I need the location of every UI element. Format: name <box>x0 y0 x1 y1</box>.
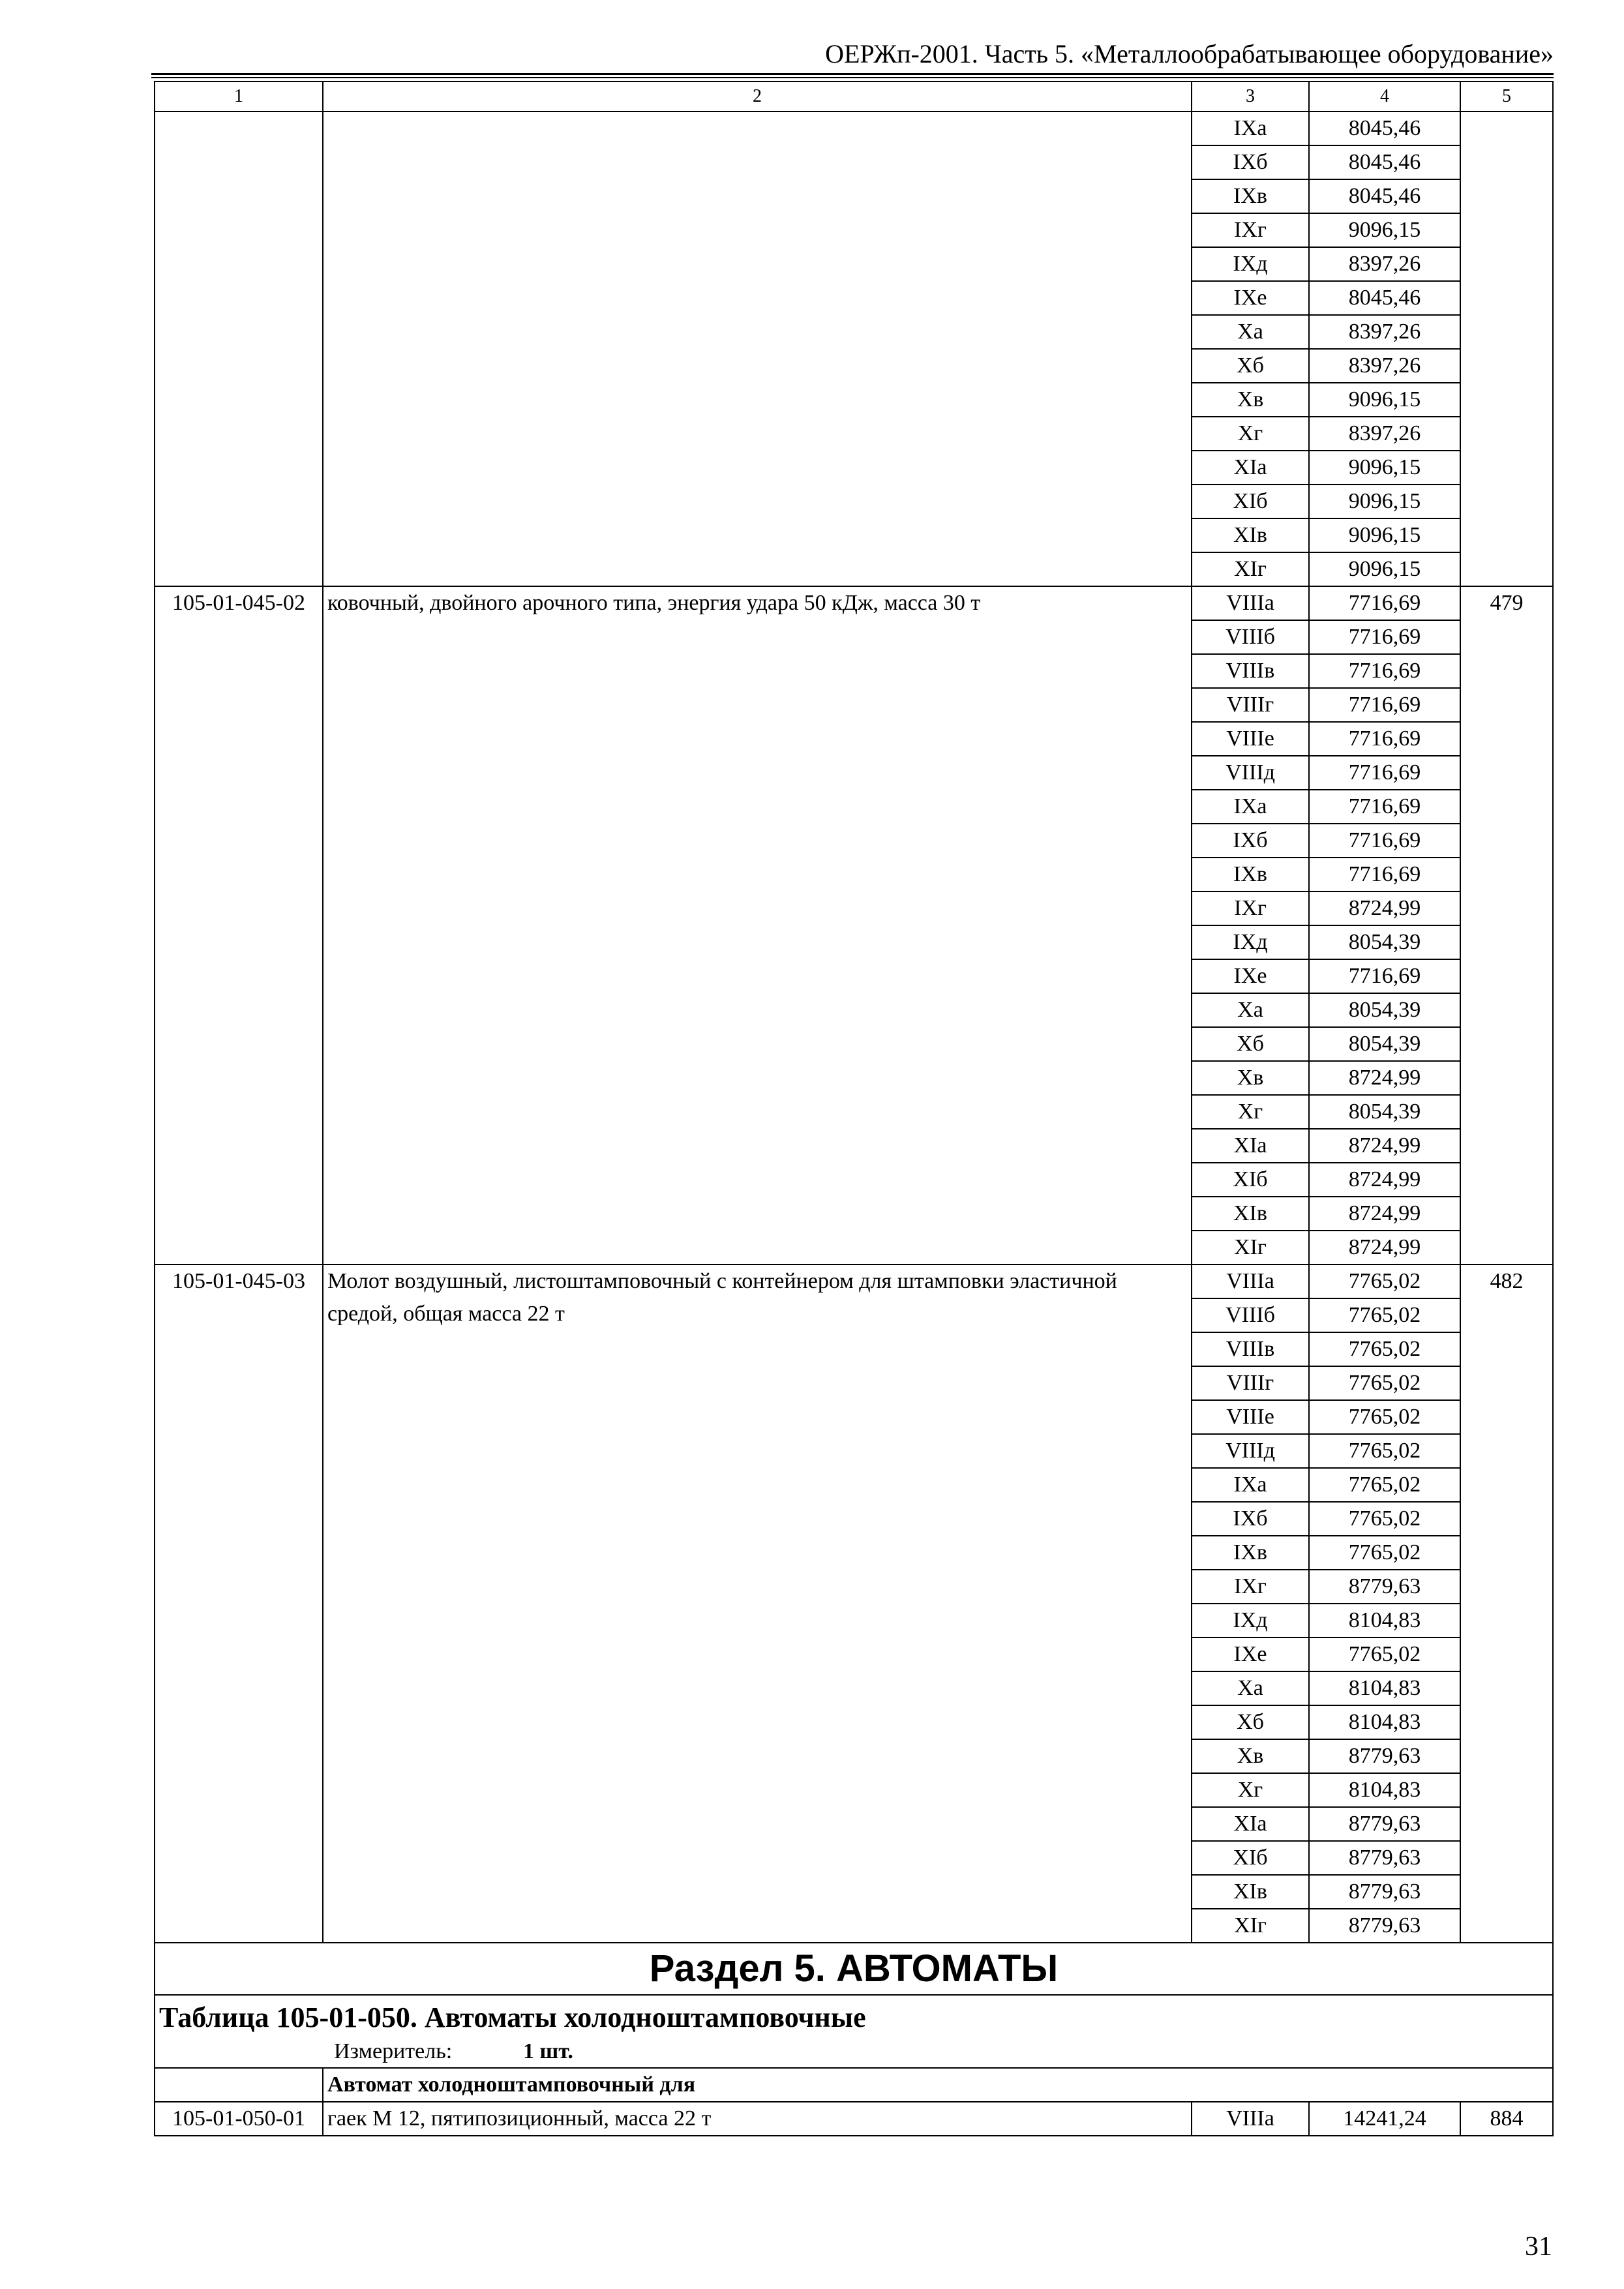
zone-cell: VIIIв <box>1192 654 1309 688</box>
norm-cell <box>1460 112 1553 586</box>
zone-cell: XIв <box>1192 1875 1309 1909</box>
price-table <box>154 81 1554 2136</box>
price-cell: 8045,46 <box>1309 112 1460 145</box>
zone-cell: VIIIа <box>1192 1264 1309 1298</box>
description-cell: гаек М 12, пятипозиционный, масса 22 т <box>323 2102 1192 2136</box>
price-cell: 9096,15 <box>1309 451 1460 485</box>
table-title-cell <box>155 1995 1553 2068</box>
zone-cell: XIб <box>1192 1163 1309 1197</box>
description-cell: Молот воздушный, листоштамповочный с контейнером для штамповки эластичной средой, общая масса 22 т <box>323 1264 1192 1943</box>
column-number: 2 <box>323 82 1192 112</box>
column-numbers-row <box>155 82 1553 112</box>
price-cell: 7716,69 <box>1309 688 1460 722</box>
zone-cell: IXа <box>1192 790 1309 824</box>
zone-cell: VIIIд <box>1192 1434 1309 1468</box>
zone-cell: VIIIг <box>1192 1366 1309 1400</box>
code-cell <box>155 112 323 586</box>
price-cell: 7716,69 <box>1309 586 1460 620</box>
price-cell: 8397,26 <box>1309 247 1460 281</box>
price-cell: 7765,02 <box>1309 1264 1460 1298</box>
price-cell: 7716,69 <box>1309 790 1460 824</box>
price-cell: 8724,99 <box>1309 1197 1460 1231</box>
price-cell: 8724,99 <box>1309 1129 1460 1163</box>
price-cell: 9096,15 <box>1309 213 1460 247</box>
price-cell: 8779,63 <box>1309 1875 1460 1909</box>
column-number: 3 <box>1192 82 1309 112</box>
price-cell: 7716,69 <box>1309 620 1460 654</box>
zone-cell: VIIIд <box>1192 756 1309 790</box>
price-cell: 8779,63 <box>1309 1739 1460 1773</box>
zone-cell: Xв <box>1192 1739 1309 1773</box>
section-row <box>155 1943 1553 1995</box>
zone-cell: IXб <box>1192 1502 1309 1536</box>
table-title: Таблица 105-01-050. Автоматы холодноштамповочные <box>159 2001 866 2033</box>
zone-cell: IXа <box>1192 112 1309 145</box>
group-row <box>155 2068 1553 2102</box>
price-cell: 8104,83 <box>1309 1671 1460 1705</box>
zone-cell: IXе <box>1192 1638 1309 1671</box>
zone-cell: XIв <box>1192 518 1309 552</box>
zone-cell: Xг <box>1192 1095 1309 1129</box>
zone-cell: Xб <box>1192 1027 1309 1061</box>
zone-cell: XIа <box>1192 1129 1309 1163</box>
zone-cell: IXг <box>1192 213 1309 247</box>
zone-cell: IXг <box>1192 1570 1309 1604</box>
price-cell: 7765,02 <box>1309 1434 1460 1468</box>
code-cell: 105-01-045-03 <box>155 1264 323 1943</box>
price-cell: 8104,83 <box>1309 1604 1460 1638</box>
norm-cell: 479 <box>1460 586 1553 1264</box>
table-title-row <box>155 1995 1553 2068</box>
price-cell: 7765,02 <box>1309 1366 1460 1400</box>
price-cell: 8104,83 <box>1309 1773 1460 1807</box>
price-cell: 8054,39 <box>1309 1095 1460 1129</box>
zone-cell: XIб <box>1192 1841 1309 1875</box>
zone-cell: XIг <box>1192 1909 1309 1943</box>
header-rule-thin <box>151 77 1554 78</box>
zone-cell: Xа <box>1192 1671 1309 1705</box>
zone-cell: Xг <box>1192 1773 1309 1807</box>
price-cell: 7765,02 <box>1309 1502 1460 1536</box>
table-row <box>155 1264 1553 1298</box>
zone-cell: XIа <box>1192 451 1309 485</box>
description-cell <box>323 112 1192 586</box>
column-number: 4 <box>1309 82 1460 112</box>
price-cell: 8779,63 <box>1309 1570 1460 1604</box>
norm-cell: 482 <box>1460 1264 1553 1943</box>
zone-cell: IXе <box>1192 959 1309 993</box>
price-cell: 8779,63 <box>1309 1909 1460 1943</box>
section-title: Раздел 5. АВТОМАТЫ <box>155 1943 1553 1995</box>
column-number: 5 <box>1460 82 1553 112</box>
price-cell: 8054,39 <box>1309 1027 1460 1061</box>
zone-cell: VIIIв <box>1192 1332 1309 1366</box>
price-table-body <box>155 82 1553 2136</box>
price-cell: 8397,26 <box>1309 417 1460 451</box>
price-cell: 7765,02 <box>1309 1400 1460 1434</box>
zone-cell: VIIIб <box>1192 1298 1309 1332</box>
zone-cell: Xб <box>1192 349 1309 383</box>
price-cell: 9096,15 <box>1309 485 1460 518</box>
table-row <box>155 112 1553 145</box>
zone-cell: IXб <box>1192 145 1309 179</box>
zone-cell: IXв <box>1192 1536 1309 1570</box>
measure-row <box>159 2036 1548 2067</box>
price-cell: 8724,99 <box>1309 1163 1460 1197</box>
price-cell: 7765,02 <box>1309 1638 1460 1671</box>
zone-cell: IXг <box>1192 891 1309 925</box>
price-cell: 8397,26 <box>1309 315 1460 349</box>
price-cell: 8397,26 <box>1309 349 1460 383</box>
group-title: Автомат холодноштамповочный для <box>323 2068 1553 2102</box>
zone-cell: IXв <box>1192 858 1309 891</box>
zone-cell: XIб <box>1192 485 1309 518</box>
zone-cell: Xб <box>1192 1705 1309 1739</box>
zone-cell: VIIIе <box>1192 1400 1309 1434</box>
zone-cell: Xа <box>1192 315 1309 349</box>
price-cell: 7716,69 <box>1309 824 1460 858</box>
page-number: 31 <box>1525 2232 1552 2262</box>
zone-cell: Xв <box>1192 383 1309 417</box>
zone-cell: Xг <box>1192 417 1309 451</box>
code-cell <box>155 2068 323 2102</box>
table-row <box>155 2102 1553 2136</box>
description-cell: ковочный, двойного арочного типа, энергия удара 50 кДж, масса 30 т <box>323 586 1192 1264</box>
price-cell: 8045,46 <box>1309 281 1460 315</box>
price-cell: 8054,39 <box>1309 993 1460 1027</box>
zone-cell: VIIIа <box>1192 2102 1309 2136</box>
price-cell: 9096,15 <box>1309 552 1460 586</box>
price-cell: 7765,02 <box>1309 1332 1460 1366</box>
price-cell: 7716,69 <box>1309 756 1460 790</box>
zone-cell: IXб <box>1192 824 1309 858</box>
norm-cell: 884 <box>1460 2102 1553 2136</box>
zone-cell: IXд <box>1192 1604 1309 1638</box>
price-cell: 8045,46 <box>1309 145 1460 179</box>
zone-cell: XIг <box>1192 1231 1309 1264</box>
price-cell: 8054,39 <box>1309 925 1460 959</box>
price-cell: 7716,69 <box>1309 959 1460 993</box>
zone-cell: VIIIб <box>1192 620 1309 654</box>
zone-cell: VIIIг <box>1192 688 1309 722</box>
zone-cell: IXв <box>1192 179 1309 213</box>
page-header: ОЕРЖп-2001. Часть 5. «Металлообрабатывающее оборудование» <box>825 39 1554 68</box>
price-cell: 7765,02 <box>1309 1468 1460 1502</box>
price-cell: 7716,69 <box>1309 858 1460 891</box>
price-cell: 9096,15 <box>1309 383 1460 417</box>
price-cell: 8724,99 <box>1309 891 1460 925</box>
zone-cell: VIIIа <box>1192 586 1309 620</box>
price-cell: 7716,69 <box>1309 654 1460 688</box>
price-cell: 14241,24 <box>1309 2102 1460 2136</box>
zone-cell: IXд <box>1192 247 1309 281</box>
zone-cell: VIIIе <box>1192 722 1309 756</box>
zone-cell: Xа <box>1192 993 1309 1027</box>
price-cell: 8779,63 <box>1309 1807 1460 1841</box>
zone-cell: IXд <box>1192 925 1309 959</box>
code-cell: 105-01-050-01 <box>155 2102 323 2136</box>
zone-cell: IXа <box>1192 1468 1309 1502</box>
zone-cell: XIа <box>1192 1807 1309 1841</box>
zone-cell: Xв <box>1192 1061 1309 1095</box>
zone-cell: XIг <box>1192 552 1309 586</box>
price-cell: 7765,02 <box>1309 1298 1460 1332</box>
column-number: 1 <box>155 82 323 112</box>
price-cell: 8779,63 <box>1309 1841 1460 1875</box>
price-cell: 8724,99 <box>1309 1061 1460 1095</box>
zone-cell: IXе <box>1192 281 1309 315</box>
measure-value: 1 шт. <box>523 2039 573 2063</box>
price-cell: 8045,46 <box>1309 179 1460 213</box>
table-row <box>155 586 1553 620</box>
measure-label: Измеритель: <box>334 2039 453 2063</box>
price-cell: 8104,83 <box>1309 1705 1460 1739</box>
header-rule <box>151 73 1554 75</box>
code-cell: 105-01-045-02 <box>155 586 323 1264</box>
zone-cell: XIв <box>1192 1197 1309 1231</box>
price-cell: 7716,69 <box>1309 722 1460 756</box>
price-cell: 7765,02 <box>1309 1536 1460 1570</box>
price-cell: 8724,99 <box>1309 1231 1460 1264</box>
price-cell: 9096,15 <box>1309 518 1460 552</box>
